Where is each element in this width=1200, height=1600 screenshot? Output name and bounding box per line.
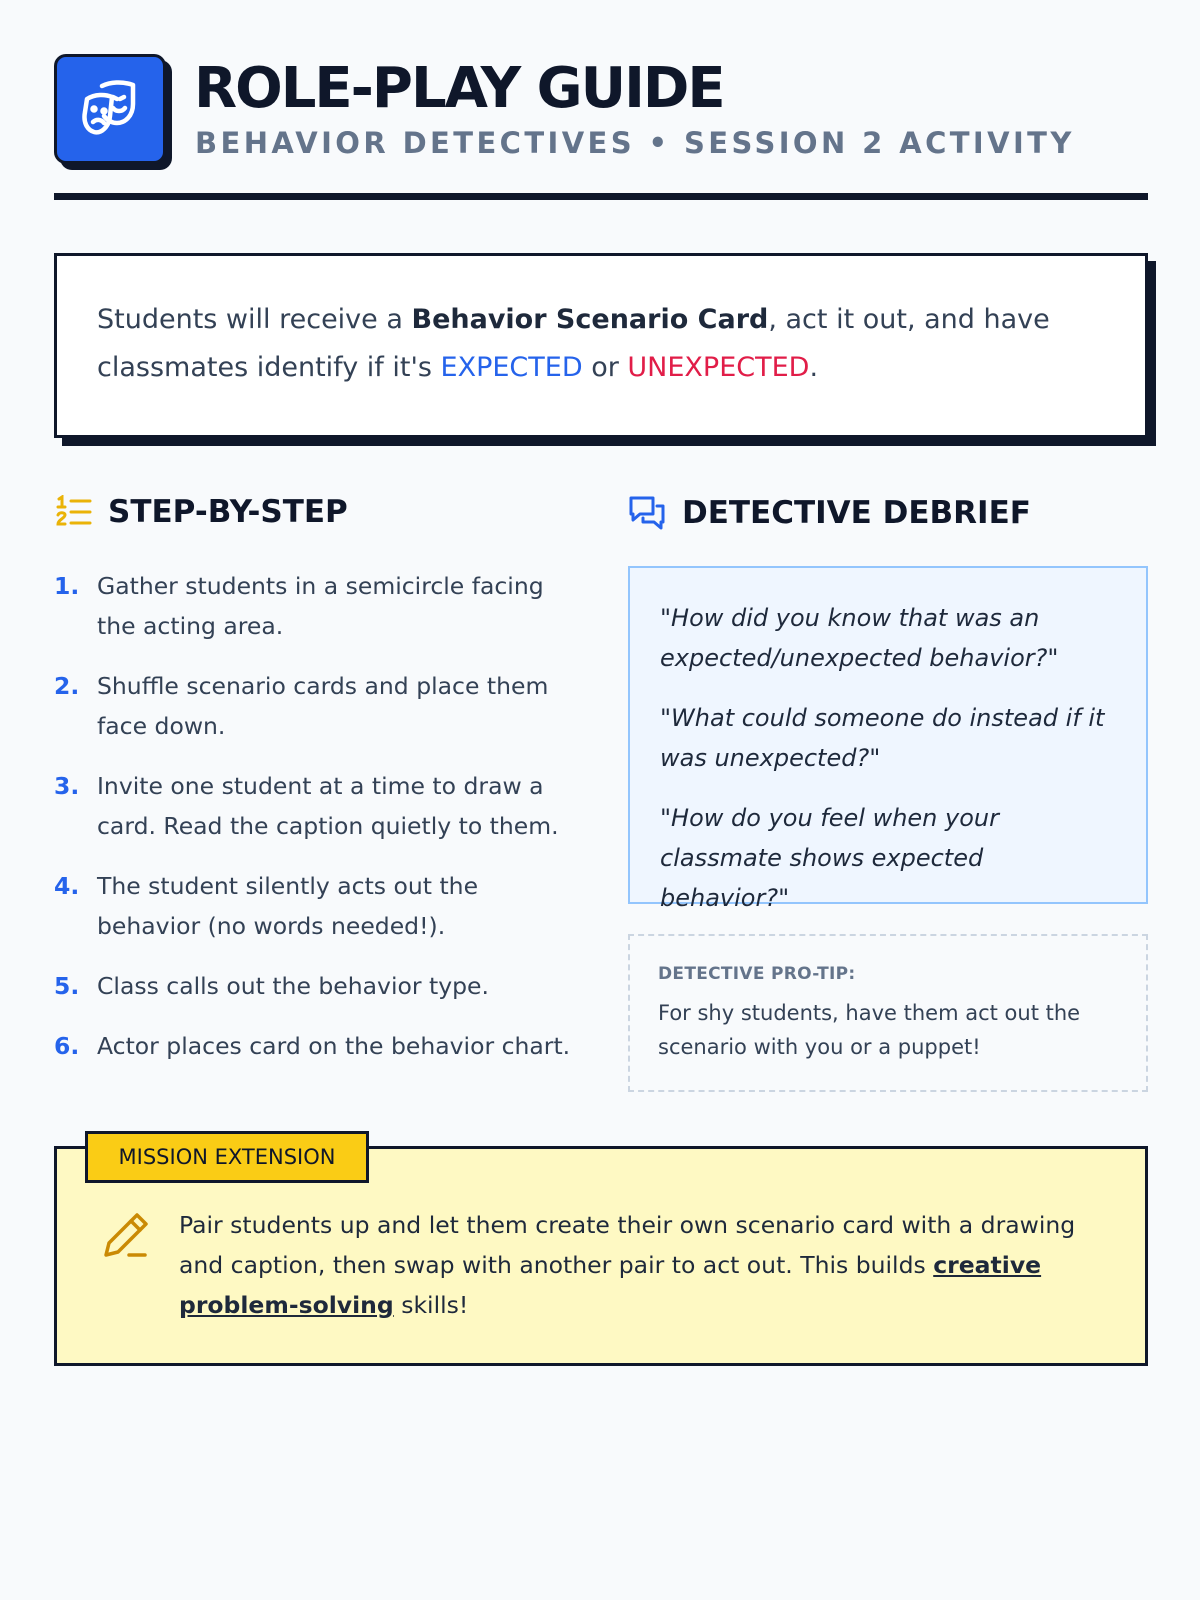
page-header xyxy=(54,54,1148,200)
step-number: 1. xyxy=(54,572,80,600)
list-item xyxy=(54,866,584,946)
mission-extension-tag: MISSION EXTENSION xyxy=(85,1131,369,1183)
step-number: 2. xyxy=(54,672,80,700)
debrief-question: "How did you know that was an expected/unexpected behavior?" xyxy=(660,604,1059,672)
debrief-heading-label: DETECTIVE DEBRIEF xyxy=(682,495,1031,531)
step-number: 4. xyxy=(54,872,80,900)
list-item xyxy=(54,1026,584,1066)
mission-emphasis: creative problem-solving xyxy=(179,1251,1042,1319)
step-number: 3. xyxy=(54,772,80,800)
intro-card xyxy=(54,253,1148,438)
pro-tip-box xyxy=(628,934,1148,1092)
chat-bubbles-icon xyxy=(628,494,666,532)
debrief-questions-box xyxy=(628,566,1148,912)
mission-extension-box xyxy=(54,1146,1148,1366)
steps-heading xyxy=(56,494,348,530)
steps-list xyxy=(54,566,584,1086)
list-item xyxy=(54,766,584,846)
list-item xyxy=(54,966,584,1006)
page-subtitle: BEHAVIOR DETECTIVES • SESSION 2 ACTIVITY xyxy=(195,126,1075,160)
step-text: Class calls out the behavior type. xyxy=(97,972,489,1000)
mission-extension-text xyxy=(179,1205,1119,1325)
mission-text-end: skills! xyxy=(393,1291,469,1319)
mission-text-start: Pair students up and let them create their own scenario card with a drawing and caption, then swap with another pair to act out. This builds xyxy=(179,1211,1076,1279)
intro-text-end: . xyxy=(809,352,819,383)
page-title: ROLE-PLAY GUIDE xyxy=(194,56,724,121)
step-text: Actor places card on the behavior chart. xyxy=(97,1032,571,1060)
list-item xyxy=(54,566,584,646)
debrief-question: "What could someone do instead if it was unexpected?" xyxy=(660,704,1105,772)
logo-badge xyxy=(54,54,166,164)
theater-masks-icon xyxy=(77,76,143,142)
step-text: Shuffle scenario cards and place them face down. xyxy=(97,672,549,740)
header-divider xyxy=(54,193,1148,200)
unexpected-label: UNEXPECTED xyxy=(627,352,810,383)
expected-label: EXPECTED xyxy=(440,352,583,383)
step-number: 6. xyxy=(54,1032,80,1060)
intro-card-term: Behavior Scenario Card xyxy=(411,304,769,335)
step-text: Gather students in a semicircle facing the acting area. xyxy=(97,572,544,640)
pro-tip-label: DETECTIVE PRO-TIP: xyxy=(658,964,856,984)
pencil-icon xyxy=(101,1209,153,1261)
intro-text-or: or xyxy=(582,352,628,383)
numbered-list-icon xyxy=(56,495,92,529)
pro-tip-text: For shy students, have them act out the scenario with you or a puppet! xyxy=(658,1001,1081,1059)
step-number: 5. xyxy=(54,972,80,1000)
intro-text-start: Students will receive a xyxy=(97,304,412,335)
steps-heading-label: STEP-BY-STEP xyxy=(108,494,348,530)
list-item xyxy=(54,666,584,746)
step-text: Invite one student at a time to draw a card. Read the caption quietly to them. xyxy=(97,772,559,840)
intro-text-middle: , act it out, and have classmates identify if it's xyxy=(97,304,1050,383)
debrief-heading xyxy=(628,494,1031,532)
step-text: The student silently acts out the behavior (no words needed!). xyxy=(97,872,479,940)
debrief-question: "How do you feel when your classmate shows expected behavior?" xyxy=(660,804,999,912)
